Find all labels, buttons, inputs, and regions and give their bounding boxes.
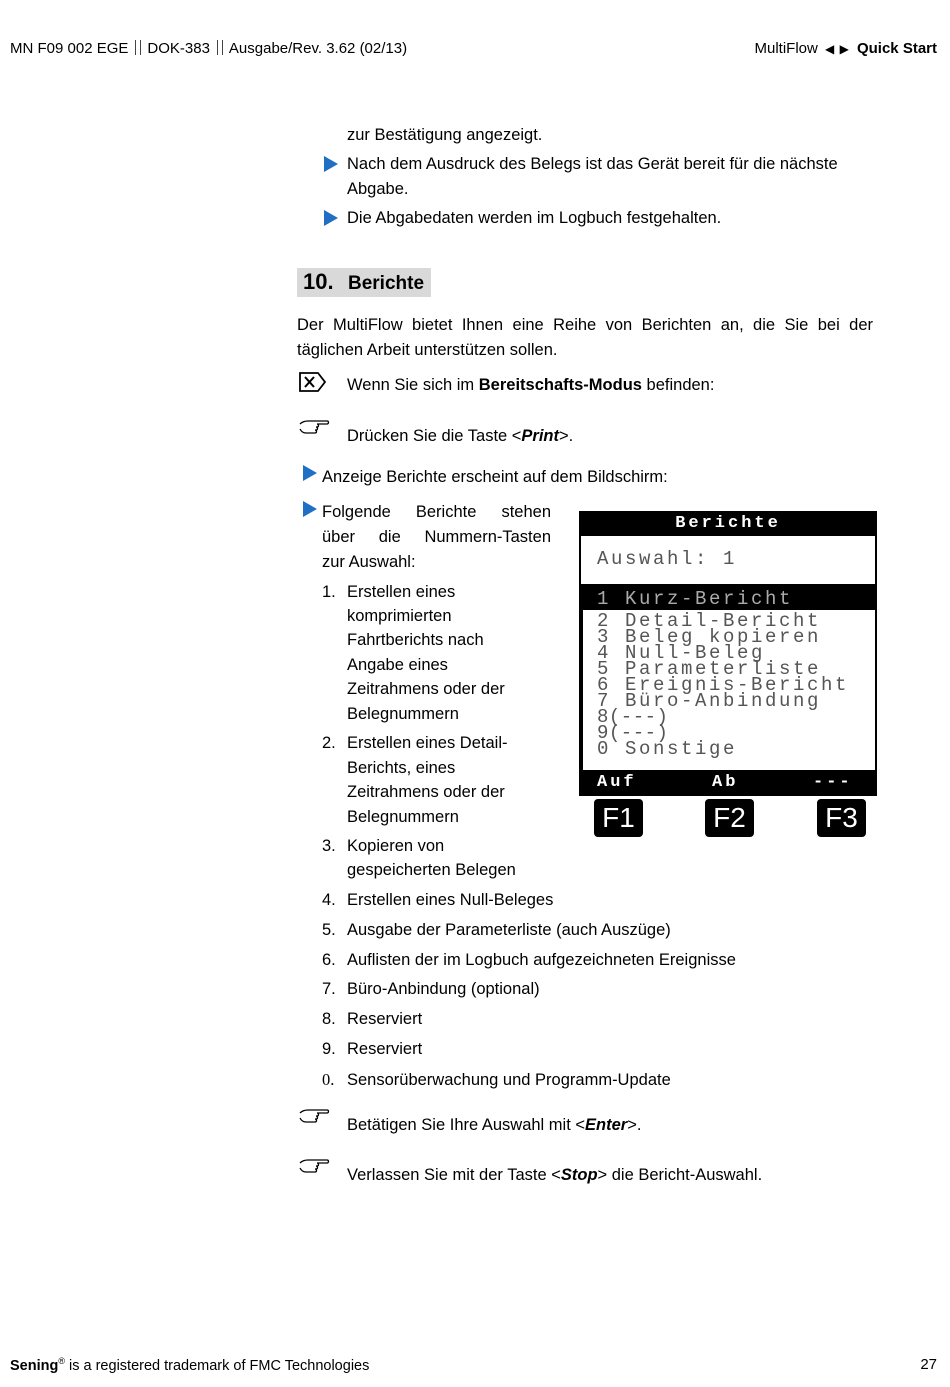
section-name: Quick Start <box>856 40 937 57</box>
f2-key: F2 <box>705 799 754 837</box>
lcd-title: Berichte <box>675 514 781 533</box>
list-number: 2. <box>322 734 336 752</box>
action-text <box>347 424 573 449</box>
list-item-line: Reserviert <box>347 1010 423 1028</box>
action-text <box>347 1113 641 1138</box>
list-number: 8. <box>322 1010 336 1028</box>
list-item-line: Berichts, eines <box>347 759 456 777</box>
lcd-menu-row: 7 Büro-Anbindung <box>597 690 822 712</box>
footer-trademark <box>10 1356 369 1374</box>
softkey-label-f3: --- <box>813 773 853 792</box>
registered-mark: ® <box>58 1356 65 1366</box>
condition-icon <box>299 372 327 392</box>
list-item-line: Erstellen eines Detail- <box>347 734 508 752</box>
brand-name: Sening <box>10 1357 59 1374</box>
action-pre: Drücken Sie die Taste < <box>347 427 522 445</box>
blue-arrow-icon <box>324 210 338 226</box>
list-number: 9. <box>322 1040 336 1058</box>
header-right <box>754 40 937 57</box>
lcd-menu-row: 4 Null-Beleg <box>597 642 766 664</box>
action-pre: Verlassen Sie mit der Taste < <box>347 1166 561 1184</box>
doc-id: MN F09 002 EGE <box>10 40 129 57</box>
continuation-text: zur Bestätigung angezeigt. <box>347 126 543 144</box>
lcd-menu-row: 2 Detail-Bericht <box>597 610 822 632</box>
list-item-line: Zeitrahmens oder der <box>347 680 505 698</box>
pointing-hand-icon <box>298 1156 330 1176</box>
lcd-menu-row: 5 Parameterliste <box>597 658 822 680</box>
f1-key: F1 <box>594 799 643 837</box>
result-text: über die Nummern-Tasten <box>322 528 551 546</box>
arrows-icon: ◀ ▶ <box>825 42 850 56</box>
section-number: 10. <box>303 269 334 294</box>
list-item-line: Auflisten der im Logbuch aufgezeichneten Ereignisse <box>347 951 736 969</box>
lcd-menu-list <box>583 610 875 770</box>
bullet-text: Nach dem Ausdruck des Belegs ist das Gerät bereit für die nächste <box>347 155 838 173</box>
intro-paragraph-line: täglichen Arbeit unterstützen sollen. <box>297 341 558 359</box>
action-post: > die Bericht-Auswahl. <box>597 1166 763 1184</box>
list-number: 4. <box>322 891 336 909</box>
list-item-line: Angabe eines <box>347 656 448 674</box>
blue-arrow-icon <box>303 501 317 517</box>
list-item-line: Belegnummern <box>347 705 459 723</box>
key-enter: Enter <box>585 1116 628 1134</box>
softkey-label-f1: Auf <box>597 773 637 792</box>
result-text: Anzeige Berichte erscheint auf dem Bildschirm: <box>322 468 668 486</box>
list-item-line: Sensorüberwachung und Programm-Update <box>347 1071 671 1089</box>
separator <box>217 40 223 55</box>
revision: Ausgabe/Rev. 3.62 (02/13) <box>228 40 408 57</box>
lcd-screen <box>579 511 877 796</box>
action-post: >. <box>627 1116 642 1134</box>
list-item-line: gespeicherten Belegen <box>347 861 516 879</box>
bullet-text: Die Abgabedaten werden im Logbuch festgehalten. <box>347 209 722 227</box>
product-name: MultiFlow <box>754 40 818 57</box>
list-item-line: Reserviert <box>347 1040 423 1058</box>
intro-paragraph-line: Der MultiFlow bietet Ihnen eine Reihe von Berichten an, die Sie bei der <box>297 316 873 334</box>
separator <box>135 40 141 55</box>
trademark-text: is a registered trademark of FMC Technologies <box>64 1357 370 1374</box>
list-item-line: Ausgabe der Parameterliste (auch Auszüge) <box>347 921 671 939</box>
key-stop: Stop <box>560 1166 598 1184</box>
condition-pre: Wenn Sie sich im <box>347 376 479 394</box>
list-number: 5. <box>322 921 336 939</box>
list-number: 7. <box>322 980 336 998</box>
header-left <box>10 40 407 57</box>
f3-key: F3 <box>817 799 866 837</box>
action-post: >. <box>559 427 574 445</box>
lcd-selected-row: 1 Kurz-Bericht <box>583 588 875 610</box>
section-title: Berichte <box>348 273 425 294</box>
condition-post: befinden: <box>641 376 715 394</box>
list-item-line: Belegnummern <box>347 808 459 826</box>
action-text <box>347 1163 762 1188</box>
bullet-text: Abgabe. <box>347 180 409 198</box>
lcd-input-text: Auswahl: 1 <box>597 548 738 570</box>
lcd-menu-row: 0 Sonstige <box>597 738 738 760</box>
page-number: 27 <box>920 1356 937 1373</box>
blue-arrow-icon <box>303 465 317 481</box>
lcd-menu-row: 9(---) <box>597 722 669 744</box>
lcd-menu-row: 8(---) <box>597 706 669 728</box>
list-item-line: Kopieren von <box>347 837 445 855</box>
list-item-line: Fahrtberichts nach <box>347 631 484 649</box>
condition-text <box>347 373 714 398</box>
list-item-line: Erstellen eines <box>347 583 456 601</box>
result-text: zur Auswahl: <box>322 553 416 571</box>
condition-mode: Bereitschafts-Modus <box>478 376 642 394</box>
list-number: 6. <box>322 951 336 969</box>
lcd-menu-row: 6 Ereignis-Bericht <box>597 674 850 696</box>
dok-number: DOK-383 <box>147 40 210 57</box>
lcd-menu-row: 3 Beleg kopieren <box>597 626 822 648</box>
lcd-softkey-bar <box>579 771 877 795</box>
blue-arrow-icon <box>324 156 338 172</box>
list-number: 0. <box>322 1070 335 1089</box>
lcd-input-box <box>581 536 875 584</box>
section-heading <box>297 268 431 297</box>
action-pre: Betätigen Sie Ihre Auswahl mit < <box>347 1116 586 1134</box>
pointing-hand-icon <box>298 1106 330 1126</box>
list-number: 1. <box>322 583 336 601</box>
list-item-line: Büro-Anbindung (optional) <box>347 980 540 998</box>
list-item-line: Erstellen eines Null-Beleges <box>347 891 554 909</box>
result-text: Folgende Berichte stehen <box>322 503 551 521</box>
pointing-hand-icon <box>298 417 330 437</box>
softkey-label-f2: Ab <box>712 773 739 792</box>
list-number: 3. <box>322 837 336 855</box>
list-item-line: Zeitrahmens oder der <box>347 783 505 801</box>
list-item-line: komprimierten <box>347 607 452 625</box>
key-print: Print <box>521 427 560 445</box>
